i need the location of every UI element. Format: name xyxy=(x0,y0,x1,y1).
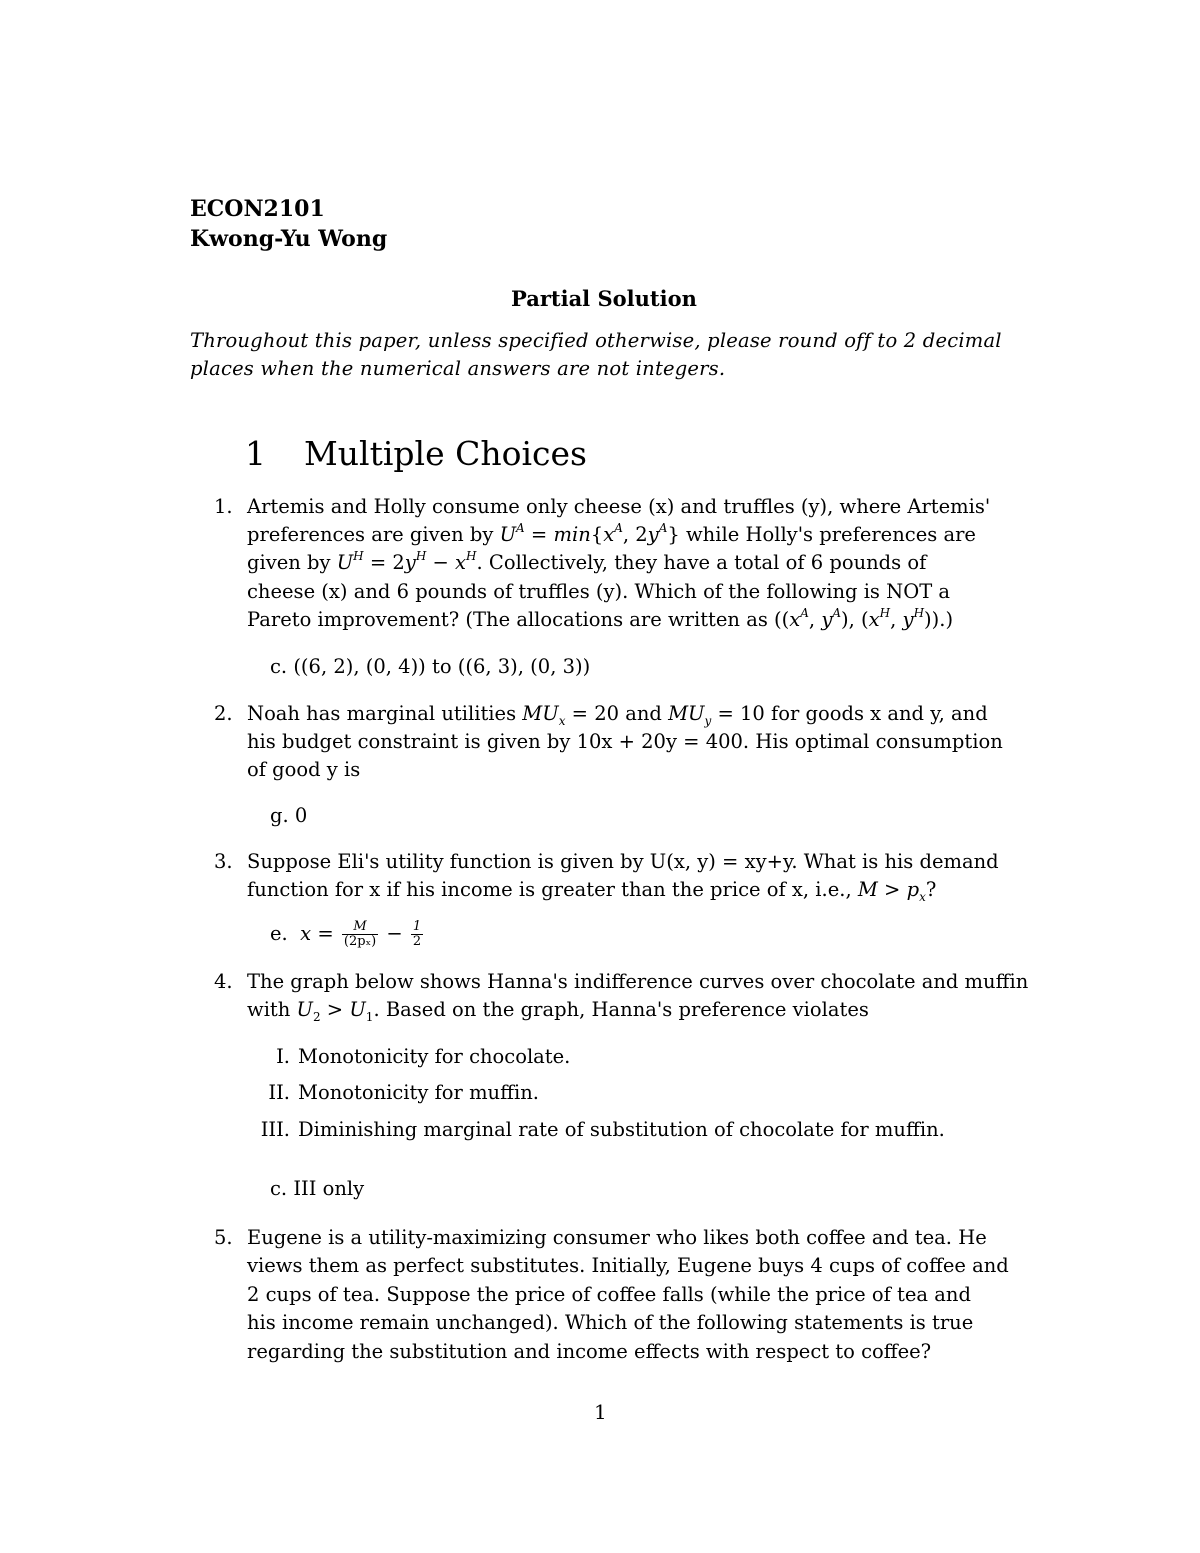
section-number: 1 xyxy=(245,434,266,473)
question-4-item-roman: II. xyxy=(268,1081,290,1104)
question-2-line-2: his budget constraint is given by 10x + 20y = 400. His optimal consumption xyxy=(247,730,1003,753)
question-5-line-4: his income remain unchanged). Which of the following statements is true xyxy=(247,1311,974,1334)
question-4-line-2: with $U_2 > U_1$. Based on the graph, Hanna's preference violates xyxy=(247,998,869,1024)
question-5-line-2: views them as perfect substitutes. Initially, Eugene buys 4 cups of coffee and xyxy=(247,1254,1009,1277)
question-4-item-text: Monotonicity for muffin. xyxy=(298,1081,539,1104)
question-4-item-text: Monotonicity for chocolate. xyxy=(298,1045,571,1068)
question-3-line-2: function for x if his income is greater than the price of x, i.e., $M > p_x$? xyxy=(247,878,937,904)
document-title: Partial Solution xyxy=(511,286,697,311)
question-1-line-4: cheese (x) and 6 pounds of truffles (y). Which of the following is NOT a xyxy=(247,580,951,603)
question-3-number: 3. xyxy=(214,850,233,873)
section-title: Multiple Choices xyxy=(304,434,587,473)
page-number: 1 xyxy=(594,1400,607,1424)
question-4-number: 4. xyxy=(214,970,233,993)
answer-fraction-m-over-2px: $\frac{M}{\text{(2pₓ)}}$ xyxy=(343,919,377,949)
question-1-line-3: given by $U^H = 2y^H - x^H$. Collectively, they have a total of 6 pounds of xyxy=(247,549,927,574)
question-4-item-roman: III. xyxy=(260,1118,290,1141)
question-4-item-text: Diminishing marginal rate of substitution of chocolate for muffin. xyxy=(298,1118,945,1141)
question-4-item-roman: I. xyxy=(276,1045,290,1068)
question-1-line-2: preferences are given by $U^A = \min\{x^A$, $2y^A$} while Holly's preferences are xyxy=(247,521,976,546)
question-3-line-1: Suppose Eli's utility function is given by U(x, y) = xy+y. What is his demand xyxy=(247,850,999,873)
question-5-line-3: 2 cups of tea. Suppose the price of coffee falls (while the price of tea and xyxy=(247,1283,971,1306)
question-1-line-5: Pareto improvement? (The allocations are written as (($x^A$, $y^A$), ($x^H$, $y^H$)).) xyxy=(247,606,954,631)
question-5-line-1: Eugene is a utility-maximizing consumer who likes both coffee and tea. He xyxy=(247,1226,987,1249)
question-5-line-5: regarding the substitution and income effects with respect to coffee? xyxy=(247,1340,932,1363)
question-2-line-3: of good y is xyxy=(247,758,361,781)
question-1-line-1: Artemis and Holly consume only cheese (x) and truffles (y), where Artemis' xyxy=(247,495,991,518)
question-4-line-1: The graph below shows Hanna's indifference curves over chocolate and muffin xyxy=(247,970,1029,993)
question-1-number: 1. xyxy=(214,495,233,518)
question-2-number: 2. xyxy=(214,702,233,725)
instructions-line-1: Throughout this paper, unless specified otherwise, please round off to 2 decimal xyxy=(190,329,1002,352)
instructions-line-2: places when the numerical answers are not integers. xyxy=(190,357,726,380)
author-name: Kwong-Yu Wong xyxy=(190,226,388,252)
question-4-answer: c. III only xyxy=(270,1177,365,1200)
answer-fraction-one-half: $\frac{1}{2}$ xyxy=(412,919,422,949)
question-3-answer: e. x = $\frac{M}{\text{(2pₓ)}}$ − $\frac{1}{2}$ xyxy=(270,919,422,949)
question-2-line-1: Noah has marginal utilities $MU_x = 20$ and $MU_y = 10$ for goods x and y, and xyxy=(247,702,988,728)
question-1-answer: c. ((6, 2), (0, 4)) to ((6, 3), (0, 3)) xyxy=(270,655,591,678)
question-5-number: 5. xyxy=(214,1226,233,1249)
question-2-answer: g. 0 xyxy=(270,804,308,827)
course-code: ECON2101 xyxy=(190,196,325,222)
